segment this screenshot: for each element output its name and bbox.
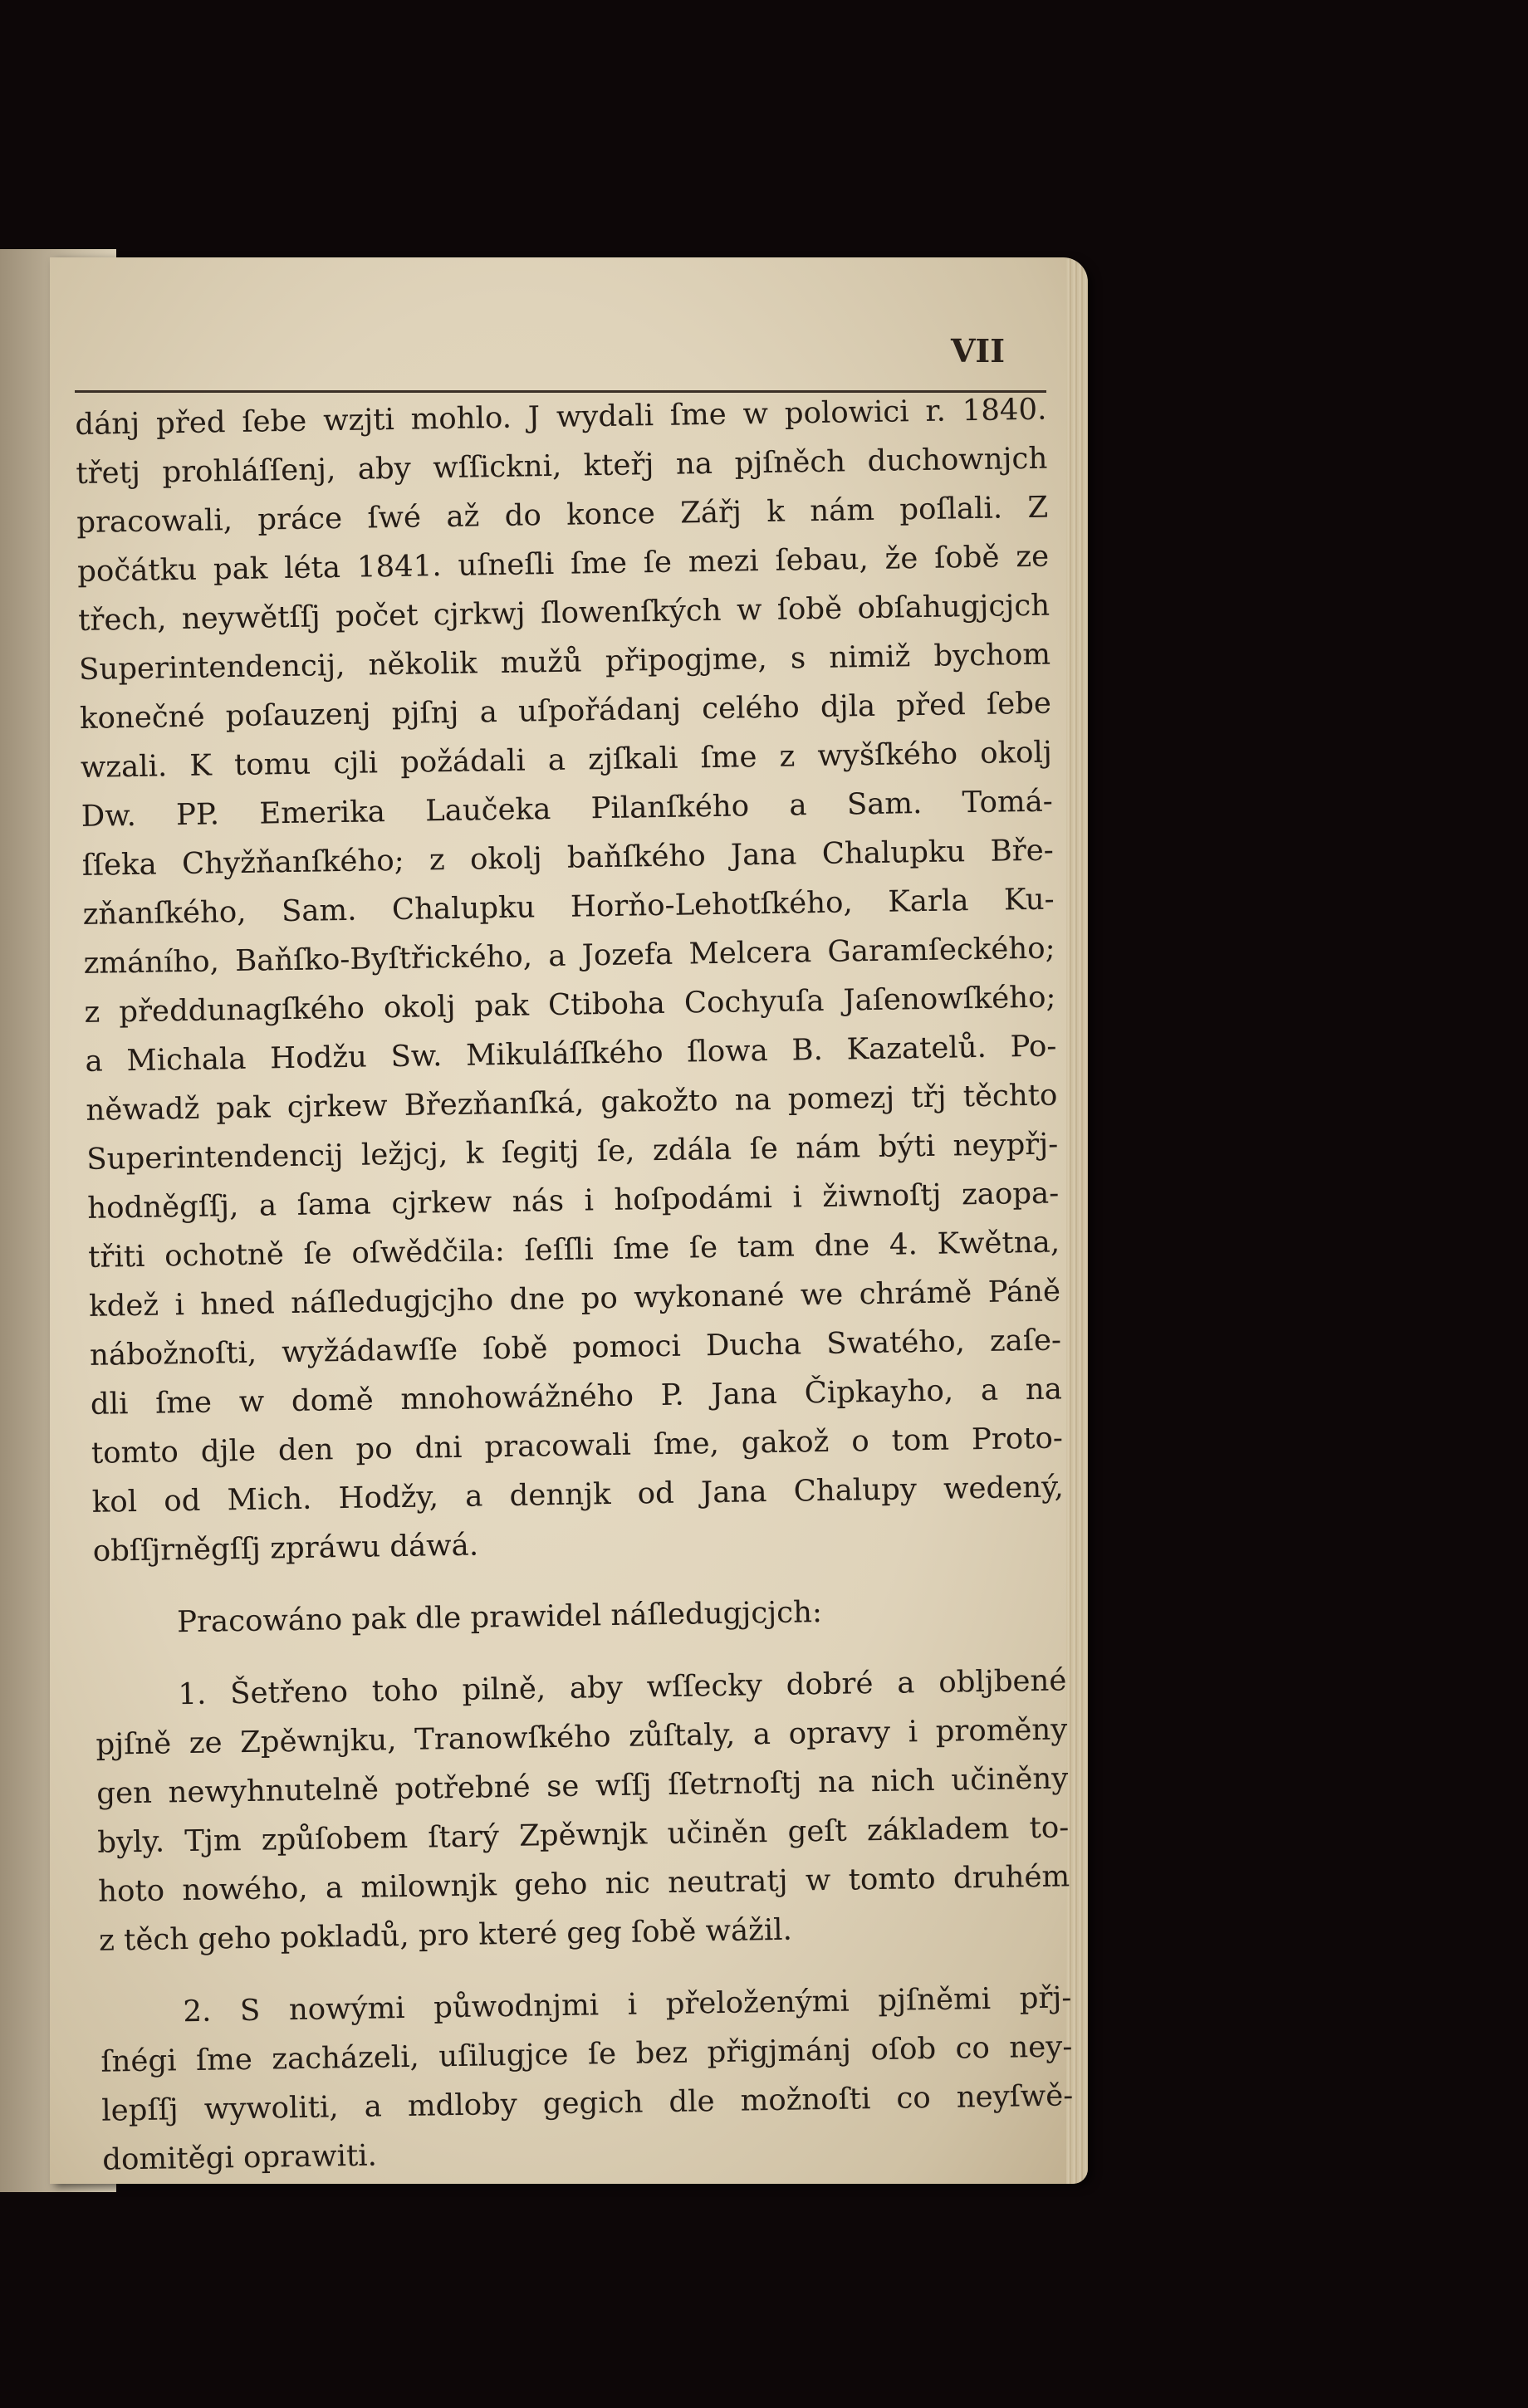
page-number: VII xyxy=(950,332,1005,370)
text-line: domitěgi oprawiti. xyxy=(101,2138,378,2177)
text-line: z těch geho pokladů, pro které geg ſobě wážil. xyxy=(98,1912,793,1958)
text-line: dli ſme w domě mnohowážného P. Jana Čipkayho, a na xyxy=(90,1372,1063,1422)
text-line: kol od Mich. Hodžy, a dennjk od Jana Chalupy wedený, xyxy=(91,1470,1065,1520)
text-line: třiti ochotně ſe oſwědčila: ſeſſli ſme ſe tam dne 4. Kwětna, xyxy=(87,1225,1060,1275)
text-line: třetj prohláſſenj, aby wſſickni, kteřj na pjſněch duchownjch xyxy=(76,441,1048,491)
text-line: byly. Tjm způſobem ſtarý Zpěwnjk učiněn geſt základem to- xyxy=(96,1810,1070,1860)
text-line: gen newyhnutelně potřebné se wſſj ſſetrnoſtj na nich učiněny xyxy=(96,1761,1069,1811)
text-line: pjſně ze Zpěwnjku, Tranowſkého zůſtaly, a opravy i proměny xyxy=(96,1712,1068,1762)
text-line: Superintendencij, několik mužů připogjme, s nimiž bychom xyxy=(78,637,1051,687)
text-line: zmáního, Baňſko-Byſtřického, a Jozefa Melcera Garamſeckého; xyxy=(83,931,1055,981)
paragraph-1 xyxy=(75,385,1065,1576)
text-line: třech, neywětſſj počet cjrkwj ſlowenſkých w ſobě obſahugjcjch xyxy=(77,588,1050,638)
text-line: 2. S nowými půwodnjmi i přeloženými pjſněmi přj- xyxy=(183,1980,1072,2029)
text-line: z předdunagſkého okolj pak Ctiboha Cochyuſa Jaſenowſkého; xyxy=(84,980,1056,1030)
text-line: pracowali, práce ſwé až do konce Zářj k nám poſlali. Z xyxy=(76,490,1049,540)
text-line: dánj před ſebe wzjti mohlo. J wydali ſme w polowici r. 1840. xyxy=(75,392,1047,442)
text-line: Dw. PP. Emerika Laučeka Pilanſkého a Sam. Tomá- xyxy=(81,784,1054,834)
text-line: nábožnoſti, wyžádawſſe ſobě pomoci Ducha Swatého, zaſe- xyxy=(89,1323,1062,1373)
text-line: obſſjrněgſſj zpráwu dáwá. xyxy=(92,1528,479,1569)
text-line: konečné poſauzenj pjſnj a uſpořádanj celého djla před ſebe xyxy=(79,686,1052,736)
text-line: kdež i hned náſledugjcjho dne po wykonané we chrámě Páně xyxy=(88,1274,1061,1324)
text-line: počátku pak léta 1841. uſneſli ſme ſe mezi ſebau, že ſobě ze xyxy=(76,539,1050,589)
text-line: něwadž pak cjrkew Březňanſká, gakožto na pomezj třj těchto xyxy=(86,1078,1058,1128)
paragraph-2 xyxy=(95,1656,1070,1965)
paragraph-3 xyxy=(100,1973,1075,2184)
page-text xyxy=(75,385,1075,2184)
text-line: tomto djle den po dni pracowali ſme, gakož o tom Proto- xyxy=(91,1421,1064,1471)
text-line: ſnégi ſme zacházeli, uſilugjce ſe bez přigjmánj oſob co ney- xyxy=(100,2029,1073,2079)
text-line: Superintendencij ležjcj, k ſegitj ſe, zdála ſe nám býti neypřj- xyxy=(86,1127,1059,1177)
text-line: hoto nowého, a milownjk geho nic neutratj w tomto druhém xyxy=(97,1859,1070,1909)
text-line: hodněgſſj, a ſama cjrkew nás i hoſpodámi i žiwnoſtj zaopa- xyxy=(86,1176,1060,1226)
text-line: a Michala Hodžu Sw. Mikuláſſkého ſlowa B. Kazatelů. Po- xyxy=(85,1029,1057,1079)
text-line: 1. Šetřeno toho pilně, aby wſſecky dobré a obljbené xyxy=(178,1663,1067,1712)
book-page xyxy=(50,257,1088,2184)
section-heading: Pracowáno pak dle prawidel náſledugjcjch: xyxy=(176,1595,823,1640)
text-line: ſſeka Chyžňanſkého; z okolj baňſkého Jana Chalupku Bře- xyxy=(81,833,1054,883)
text-line: lepſſj wywoliti, a mdloby gegich dle možnoſti co neyſwě- xyxy=(101,2078,1074,2128)
text-line: zňanſkého, Sam. Chalupku Horňo-Lehotſkého, Karla Ku- xyxy=(82,882,1055,932)
text-line: wzali. K tomu cjli požádali a zjſkali ſme z wyšſkého okolj xyxy=(80,735,1053,785)
